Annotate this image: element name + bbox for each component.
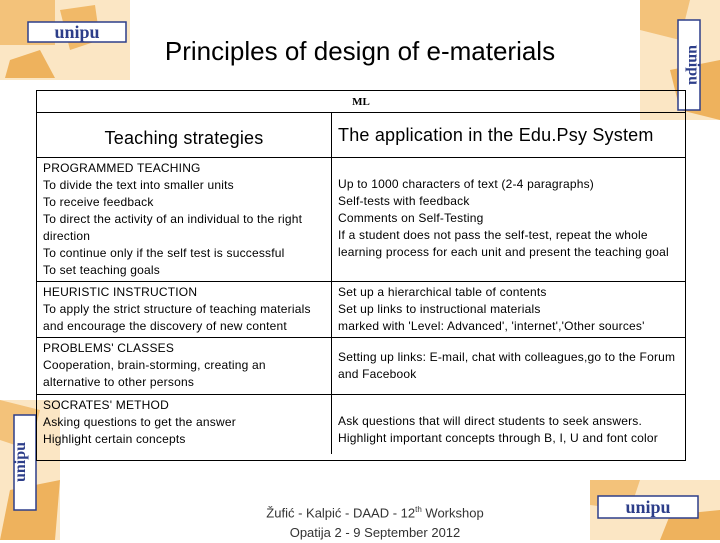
slide-title: Principles of design of e-materials [164,36,556,66]
cell-line: Highlight certain concepts [43,432,186,446]
footer-ordinal: th [415,505,422,514]
cell-line: Highlight important concepts through B, I, U and font color [338,431,658,445]
footer-line-2: Opatija 2 - 9 September 2012 [289,525,461,541]
footer-authors: Žufić - Kalpić - DAAD - 12 [266,505,416,521]
cell-line: Self-tests with feedback [338,194,470,208]
row-left-cell [37,338,332,395]
svg-text:unipu: unipu [12,441,29,483]
cell-line: Cooperation, brain-storming, creating an alternative to other persons [43,358,266,389]
cell-line: Asking questions to get the answer [43,415,236,429]
row-right-cell [332,338,686,395]
cell-line: To divide the text into smaller units [43,178,234,192]
row-left-cell [37,282,332,338]
footer-line-1 [0,500,720,523]
cell-line: HEURISTIC INSTRUCTION [43,285,198,299]
cell-line: SOCRATES' METHOD [43,398,169,412]
svg-text:unipu: unipu [685,44,702,86]
table-row-programmed-teaching [37,158,685,282]
cell-line: To receive feedback [43,195,154,209]
cell-line: Set up links to instructional materials [338,302,541,316]
table-row-problems-classes [37,338,685,395]
cell-line: Setting up links: E-mail, chat with colleagues,go to the Forum and Facebook [338,350,676,381]
svg-text:unipu: unipu [54,22,100,42]
slide-footer [0,500,720,543]
cell-line: Comments on Self-Testing [338,211,484,225]
cell-line: marked with 'Level: Advanced', 'internet','Other sources' [338,319,645,333]
table-row-heuristic-instruction [37,282,685,338]
row-left-cell [37,158,332,282]
row-right-cell [332,395,686,455]
cell-line: To continue only if the self test is successful [43,246,285,260]
strategies-table [36,90,686,461]
cell-line: Set up a hierarchical table of contents [338,285,547,299]
cell-line: To direct the activity of an individual to the right direction [43,212,303,243]
cell-line: Up to 1000 characters of text (2-4 paragraphs) [338,177,594,191]
cell-line: If a student does not pass the self-test, repeat the whole learning process for each unit and present the teaching goal [338,228,669,259]
cell-line: To apply the strict structure of teaching materials and encourage the discovery of new content [43,302,311,333]
table-row-socrates-method [37,395,685,455]
ml-label: ML [37,91,685,113]
header-application: The application in the Edu.Psy System [332,113,686,158]
row-left-cell [37,395,332,455]
cell-line: To set teaching goals [43,263,160,277]
svg-text:unipu: unipu [625,497,671,517]
header-teaching-strategies: Teaching strategies [37,113,332,158]
row-right-cell [332,158,686,282]
footer-workshop: Workshop [421,505,484,521]
row-right-cell [332,282,686,338]
cell-line: PROGRAMMED TEACHING [43,161,201,175]
cell-line: Ask questions that will direct students to seek answers. [338,414,643,428]
table-header-row [37,113,685,158]
cell-line: PROBLEMS' CLASSES [43,341,175,355]
